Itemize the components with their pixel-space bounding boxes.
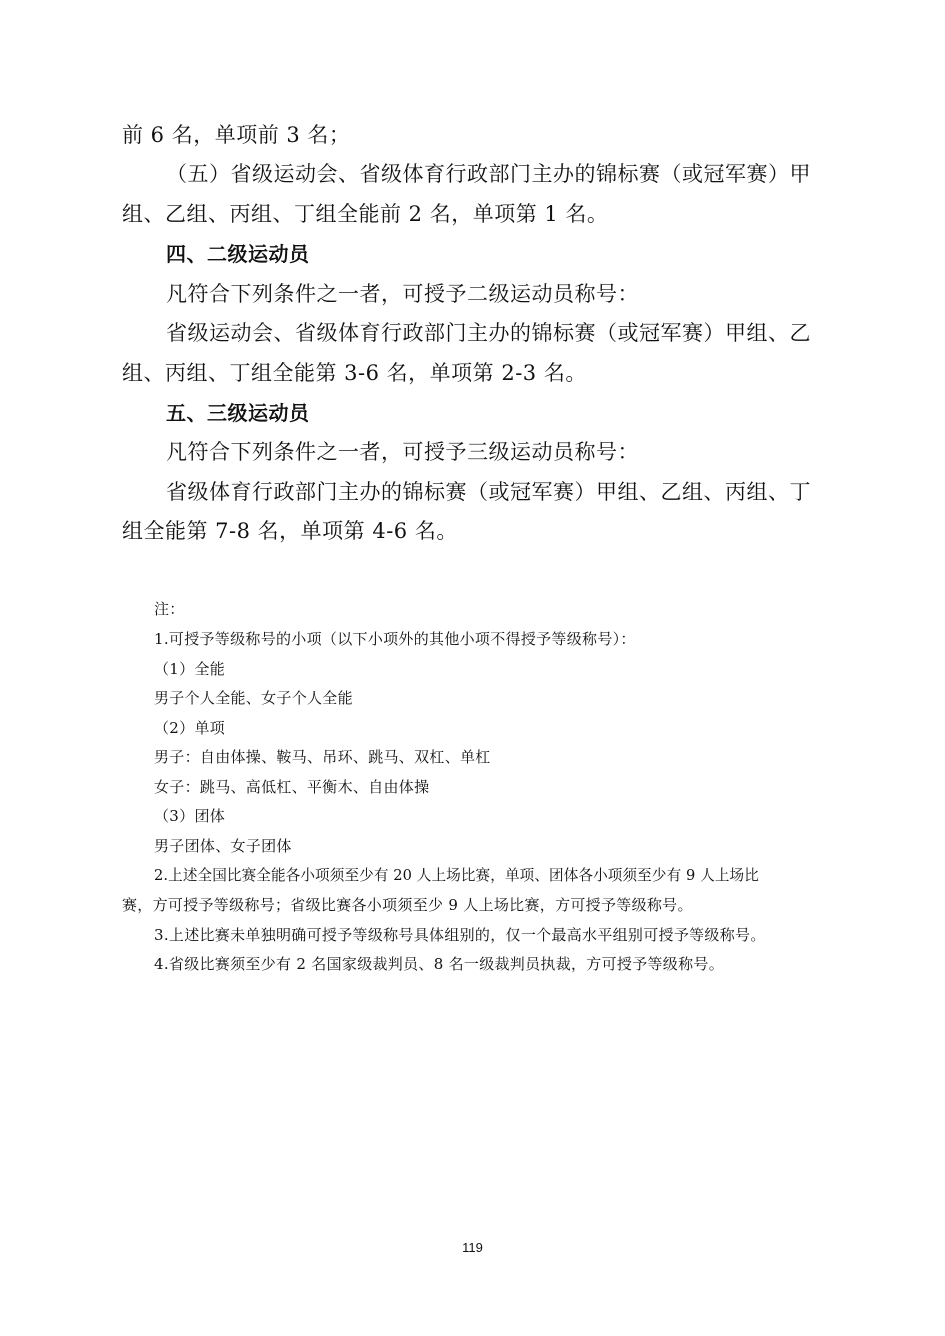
notes-label: 注： — [154, 600, 185, 618]
note-line-4: （2）单项 — [154, 719, 226, 737]
note-line-7: （3）团体 — [154, 807, 226, 825]
body-line-9: 凡符合下列条件之一者，可授予三级运动员称号： — [166, 440, 639, 464]
note-line-6: 女子：跳马、高低杠、平衡木、自由体操 — [154, 778, 430, 796]
note-line-10: 赛，方可授予等级称号；省级比赛各小项须至少 9 人上场比赛，方可授予等级称号。 — [122, 896, 693, 914]
note-line-11: 3.上述比赛未单独明确可授予等级称号具体组别的，仅一个最高水平组别可授予等级称号。 — [154, 926, 766, 944]
page-number: 119 — [462, 1240, 483, 1255]
note-line-2: （1）全能 — [154, 660, 226, 678]
body-line-3: 组、乙组、丙组、丁组全能前 2 名，单项第 1 名。 — [122, 202, 609, 226]
note-line-8: 男子团体、女子团体 — [154, 837, 292, 855]
body-line-6: 省级运动会、省级体育行政部门主办的锦标赛（或冠军赛）甲组、乙 — [166, 321, 811, 345]
note-line-3: 男子个人全能、女子个人全能 — [154, 689, 353, 707]
body-line-1: 前 6 名，单项前 3 名； — [122, 123, 351, 147]
body-line-5: 凡符合下列条件之一者，可授予二级运动员称号： — [166, 282, 639, 306]
note-line-12: 4.省级比赛须至少有 2 名国家级裁判员、8 名一级裁判员执裁，方可授予等级称号。 — [154, 955, 725, 973]
section-heading-second-grade: 四、二级运动员 — [166, 242, 310, 266]
body-line-2: （五）省级运动会、省级体育行政部门主办的锦标赛（或冠军赛）甲 — [166, 162, 811, 186]
note-line-5: 男子：自由体操、鞍马、吊环、跳马、双杠、单杠 — [154, 748, 491, 766]
note-line-1: 1.可授予等级称号的小项（以下小项外的其他小项不得授予等级称号）： — [154, 630, 636, 648]
body-line-11: 组全能第 7-8 名，单项第 4-6 名。 — [122, 519, 458, 543]
note-line-9: 2.上述全国比赛全能各小项须至少有 20 人上场比赛，单项、团体各小项须至少有 9 人上场比 — [154, 867, 759, 884]
section-heading-third-grade: 五、三级运动员 — [166, 401, 310, 425]
body-line-7: 组、丙组、丁组全能第 3-6 名，单项第 2-3 名。 — [122, 361, 587, 385]
body-line-10: 省级体育行政部门主办的锦标赛（或冠军赛）甲组、乙组、丙组、丁 — [166, 480, 811, 504]
